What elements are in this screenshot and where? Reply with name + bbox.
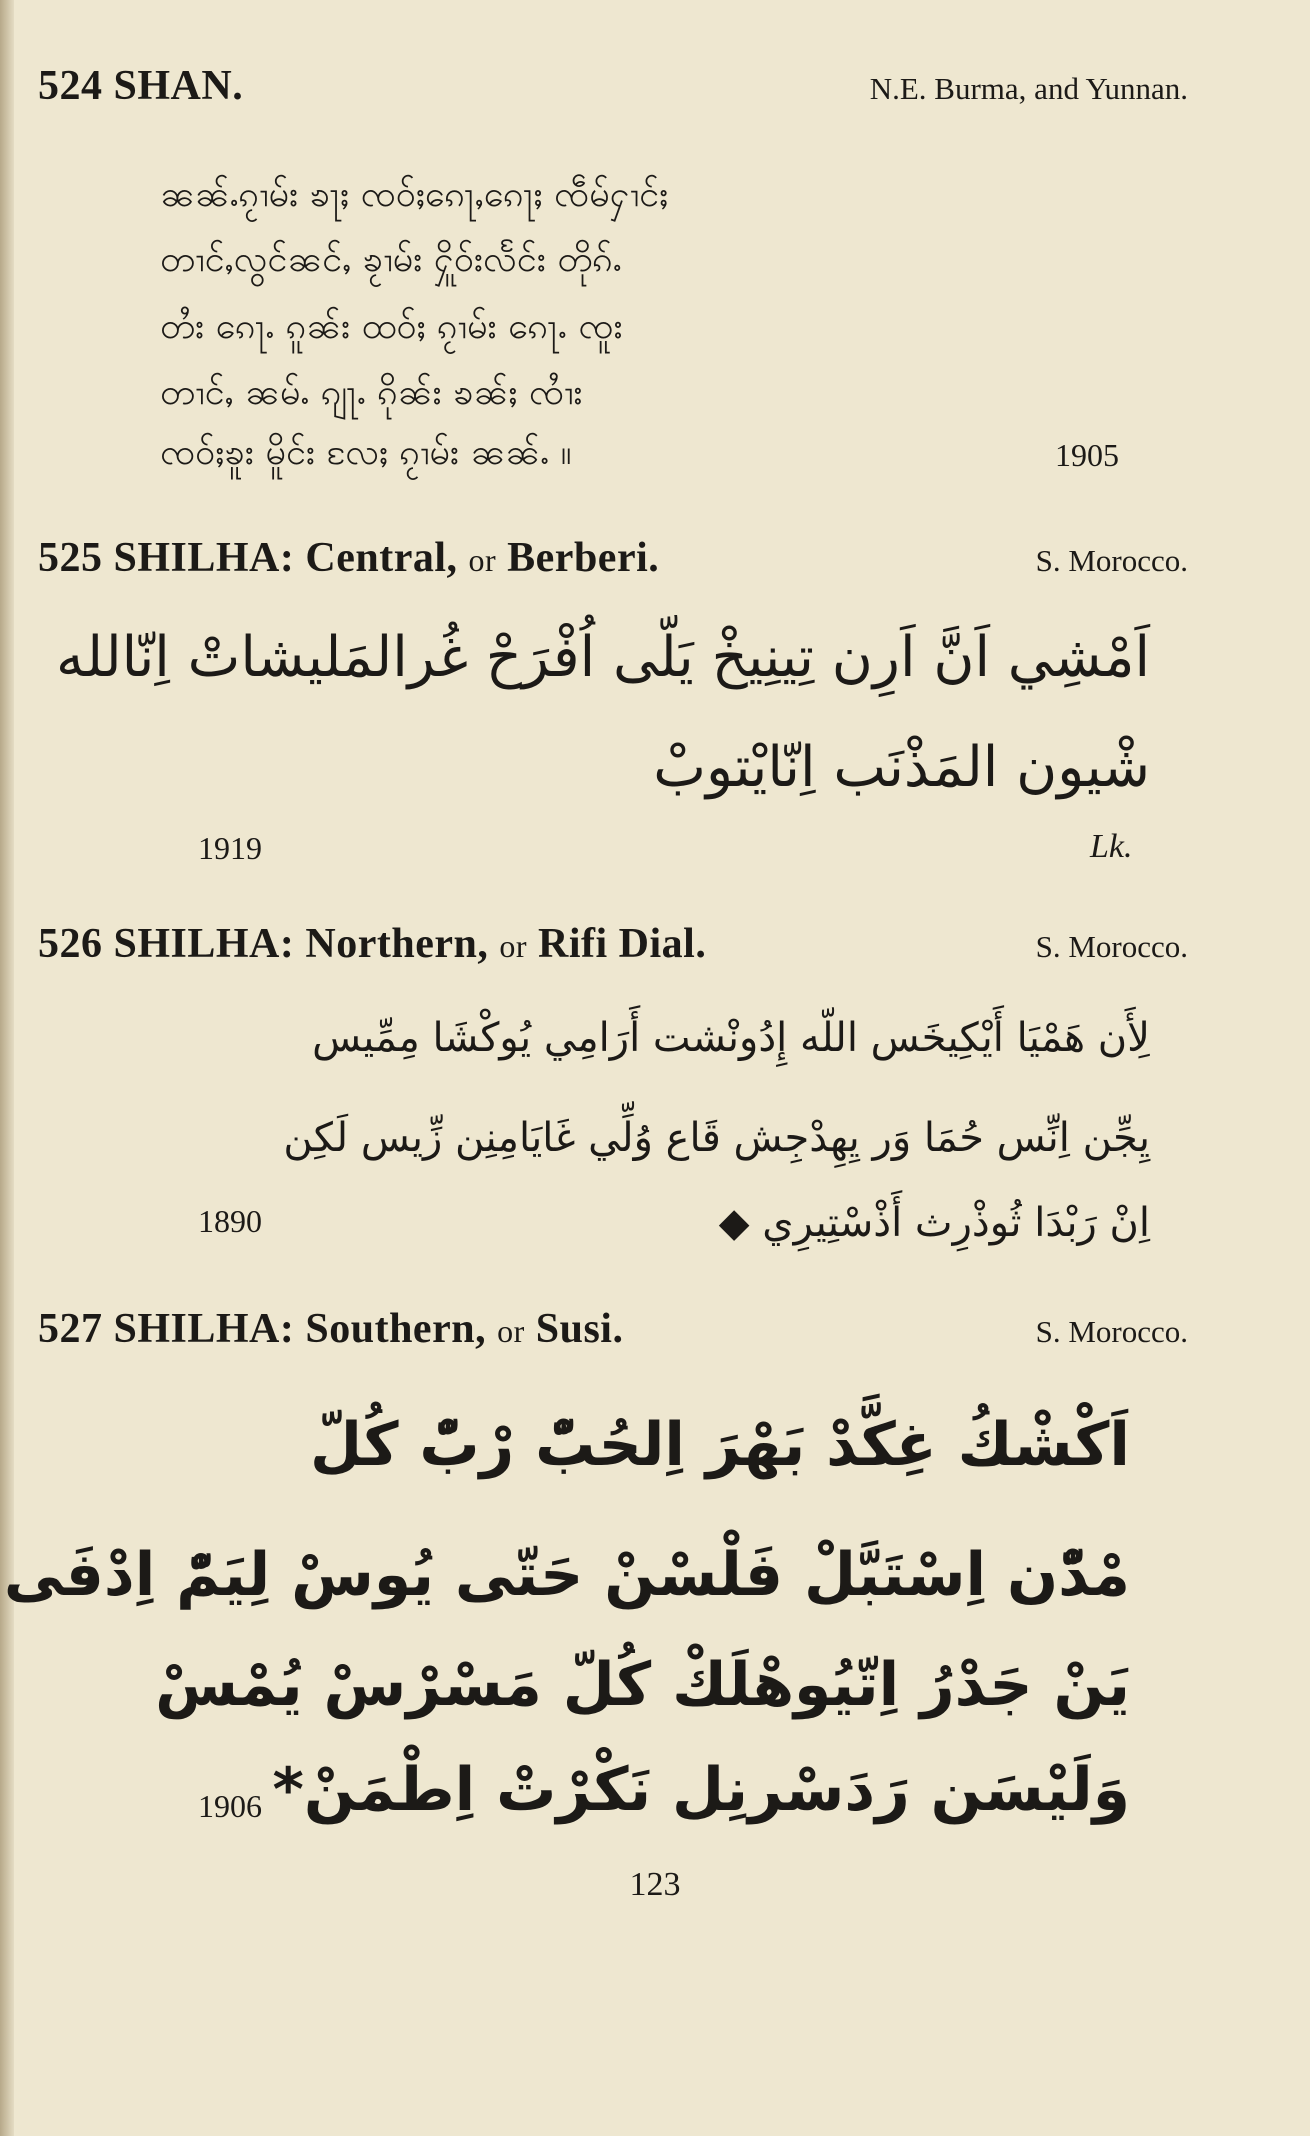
entry-527-year: 1906 — [198, 1788, 262, 1824]
page-spine-shadow — [0, 0, 14, 2136]
entry-527-line-4: وَلَيْسَن رَدَسْرنِل نَكْرْتْ اِطْمَنْ* — [272, 1755, 1130, 1825]
entry-526-line-2: يِجِّن اِنِّس حُمَا وَر يِهِدْجِش قَاع وُلِّي غَايَامِنِن زِّيس لَكِن — [283, 1115, 1150, 1161]
entry-527-region: S. Morocco. — [1035, 1314, 1188, 1349]
entry-526-line-3: اِنْ رَبْدَا ثُوذْرِث أَذْسْتِيرِي ◆ — [718, 1200, 1150, 1246]
entry-524-title: 524 SHAN. — [38, 63, 244, 109]
entry-525-region: S. Morocco. — [1035, 543, 1188, 578]
entry-524-region: N.E. Burma, and Yunnan. — [869, 71, 1188, 106]
entry-525-line-2: شْيون المَذْنَب اِنّايْتوبْ — [653, 735, 1150, 800]
page-number: 123 — [629, 1866, 681, 1903]
entry-526-header — [38, 920, 1188, 968]
entry-527-line-2: مْدّْن اِسْتَبَّلْ فَلْسْنْ حَتّى يُوسْ لِيَمّْ اِدْفَى — [3, 1540, 1130, 1610]
entry-524-line-1: ၼၼ်ႉၵႂၢမ်း ၶႃႈ ၸဝ်ႈၵေႃႇၵေႃႈ ၸဵမ်ႁၢင်ႈ — [160, 174, 669, 215]
entry-524-year: 1905 — [1055, 437, 1119, 473]
entry-525-reference: Lk. — [1090, 828, 1133, 865]
entry-524-line-3: တႆး ၵေႃႉ ၵူၼ်း ထဝ်ႈ ၵႂၢမ်း ၵေႃႉ ၸူး — [160, 306, 623, 347]
entry-524-line-5: ၸဝ်ႈၶူး မိူင်း လႄႈ ၵႂၢမ်း ၼၼ်ႉ ။ — [160, 432, 572, 473]
entry-525-year: 1919 — [198, 830, 262, 866]
entry-525-title: 525 SHILHA: Central, or Berberi. — [38, 535, 660, 581]
entry-526-region: S. Morocco. — [1035, 929, 1188, 964]
entry-525-line-1: اَمْشِي اَنَّ اَرِن تِينِيخْ يَلّى اُفْرَحْ غُرالمَليشاتْ اِنّالله — [56, 625, 1150, 690]
entry-527-title: 527 SHILHA: Southern, or Susi. — [38, 1306, 624, 1352]
entry-524-header — [38, 62, 1188, 110]
entry-526-year: 1890 — [198, 1203, 262, 1239]
entry-524-line-4: တၢင်ႇ ၼမ်ႉ ၵျႃႉ ၵိုၼ်း ၶၼ်ႈ ၸၢႆး — [160, 372, 583, 413]
entry-524-line-2: တၢင်ႇလွင်ၼင်ႇ ၶႂၢမ်း ႁိူဝ်းလႅင်း တိုၵ်ႉ — [160, 239, 622, 280]
entry-527-line-1: اَكْشْكُ غِكَّدْ بَهْرَ اِلحُبّْ رْبّْ كُلّ — [310, 1410, 1130, 1480]
entry-525-header — [38, 534, 1188, 582]
entry-527-header — [38, 1305, 1188, 1353]
entry-526-line-1: لِأَن هَمْيَا أَيْكِيخَس اللّه إِدُونْشت أَرَامِي يُوكْشَا مِمِّيس — [312, 1015, 1150, 1061]
entry-527-line-3: يَنْ جَدْرُ اِتّيُوهْلَكْ كُلّ مَسْرْسْ يُمْسْ — [155, 1650, 1130, 1720]
entry-526-title: 526 SHILHA: Northern, or Rifi Dial. — [38, 921, 707, 967]
